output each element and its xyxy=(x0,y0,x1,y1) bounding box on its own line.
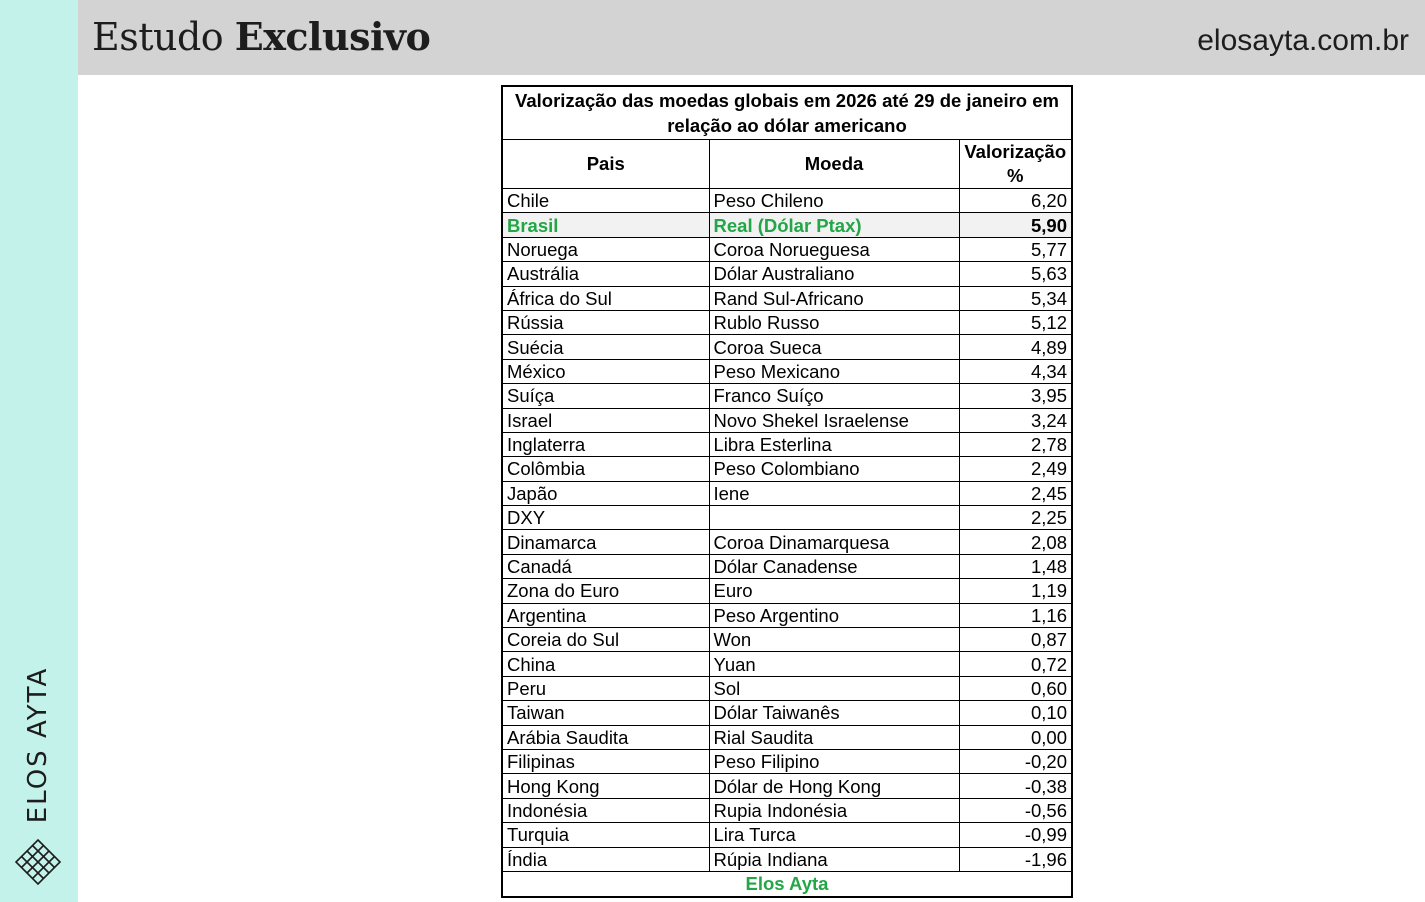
country-cell: Peru xyxy=(502,676,709,700)
currency-cell: Rial Saudita xyxy=(709,725,959,749)
currency-cell: Coroa Dinamarquesa xyxy=(709,530,959,554)
table-row xyxy=(502,408,1072,432)
value-cell: 1,16 xyxy=(959,603,1072,627)
table-row xyxy=(502,749,1072,773)
currency-cell: Rúpia Indiana xyxy=(709,847,959,871)
country-cell: DXY xyxy=(502,506,709,530)
country-cell: Colômbia xyxy=(502,457,709,481)
currency-cell: Yuan xyxy=(709,652,959,676)
value-cell: 2,25 xyxy=(959,506,1072,530)
value-cell: 6,20 xyxy=(959,189,1072,213)
country-cell: Coreia do Sul xyxy=(502,628,709,652)
table-row xyxy=(502,579,1072,603)
value-cell: 1,19 xyxy=(959,579,1072,603)
currency-cell: Won xyxy=(709,628,959,652)
table-row xyxy=(502,310,1072,334)
country-cell: Austrália xyxy=(502,262,709,286)
table-row xyxy=(502,359,1072,383)
table-row xyxy=(502,384,1072,408)
currency-cell: Real (Dólar Ptax) xyxy=(709,213,959,237)
currency-cell: Lira Turca xyxy=(709,823,959,847)
value-cell: 0,60 xyxy=(959,676,1072,700)
currency-cell: Peso Chileno xyxy=(709,189,959,213)
value-cell: 3,95 xyxy=(959,384,1072,408)
table-row xyxy=(502,481,1072,505)
country-cell: Canadá xyxy=(502,554,709,578)
page-title xyxy=(92,14,430,59)
country-cell: Filipinas xyxy=(502,749,709,773)
value-cell: 2,08 xyxy=(959,530,1072,554)
header-bar xyxy=(78,0,1425,75)
country-cell: Argentina xyxy=(502,603,709,627)
table-row xyxy=(502,262,1072,286)
currency-table xyxy=(501,85,1073,898)
country-cell: Dinamarca xyxy=(502,530,709,554)
currency-cell: Libra Esterlina xyxy=(709,432,959,456)
value-cell: -0,56 xyxy=(959,798,1072,822)
value-cell: -0,20 xyxy=(959,749,1072,773)
country-cell: Zona do Euro xyxy=(502,579,709,603)
brand-name: ELOS AYTA xyxy=(23,666,53,824)
value-cell: 3,24 xyxy=(959,408,1072,432)
country-cell: Suíça xyxy=(502,384,709,408)
value-cell: 2,78 xyxy=(959,432,1072,456)
value-cell: 5,90 xyxy=(959,213,1072,237)
value-cell: 0,10 xyxy=(959,701,1072,725)
currency-cell: Peso Mexicano xyxy=(709,359,959,383)
value-cell: 4,34 xyxy=(959,359,1072,383)
country-cell: Israel xyxy=(502,408,709,432)
table-row xyxy=(502,725,1072,749)
value-cell: 0,72 xyxy=(959,652,1072,676)
header-change: Valorização % xyxy=(959,140,1072,189)
elos-ayta-logo-icon xyxy=(14,838,62,886)
table-row xyxy=(502,823,1072,847)
value-cell: 2,49 xyxy=(959,457,1072,481)
sidebar xyxy=(0,0,78,902)
currency-cell: Dólar Australiano xyxy=(709,262,959,286)
currency-cell: Rublo Russo xyxy=(709,310,959,334)
table-row xyxy=(502,457,1072,481)
table-row xyxy=(502,798,1072,822)
value-cell: 5,77 xyxy=(959,237,1072,261)
table-row xyxy=(502,847,1072,871)
country-cell: Chile xyxy=(502,189,709,213)
table-row xyxy=(502,189,1072,213)
country-cell: Suécia xyxy=(502,335,709,359)
header-currency: Moeda xyxy=(709,140,959,189)
table-row xyxy=(502,652,1072,676)
table-row xyxy=(502,286,1072,310)
country-cell: Índia xyxy=(502,847,709,871)
table-row xyxy=(502,530,1072,554)
table-row xyxy=(502,213,1072,237)
table-row xyxy=(502,676,1072,700)
currency-cell: Coroa Sueca xyxy=(709,335,959,359)
country-cell: China xyxy=(502,652,709,676)
country-cell: Japão xyxy=(502,481,709,505)
currency-cell: Dólar Taiwanês xyxy=(709,701,959,725)
table-title: Valorização das moedas globais em 2026 até 29 de janeiro em relação ao dólar americano xyxy=(502,86,1072,140)
table-row xyxy=(502,432,1072,456)
currency-cell: Iene xyxy=(709,481,959,505)
country-cell: África do Sul xyxy=(502,286,709,310)
value-cell: -0,38 xyxy=(959,774,1072,798)
currency-cell: Dólar de Hong Kong xyxy=(709,774,959,798)
table-row xyxy=(502,774,1072,798)
value-cell: 4,89 xyxy=(959,335,1072,359)
value-cell: 5,34 xyxy=(959,286,1072,310)
table-row xyxy=(502,701,1072,725)
value-cell: 0,00 xyxy=(959,725,1072,749)
table-row xyxy=(502,628,1072,652)
country-cell: Rússia xyxy=(502,310,709,334)
country-cell: Taiwan xyxy=(502,701,709,725)
currency-cell: Peso Colombiano xyxy=(709,457,959,481)
table-row xyxy=(502,335,1072,359)
table-footer: Elos Ayta xyxy=(502,871,1072,897)
currency-cell: Sol xyxy=(709,676,959,700)
currency-cell: Peso Filipino xyxy=(709,749,959,773)
value-cell: 5,12 xyxy=(959,310,1072,334)
value-cell: -0,99 xyxy=(959,823,1072,847)
country-cell: Turquia xyxy=(502,823,709,847)
currency-cell xyxy=(709,506,959,530)
country-cell: Hong Kong xyxy=(502,774,709,798)
value-cell: -1,96 xyxy=(959,847,1072,871)
table-row xyxy=(502,506,1072,530)
value-cell: 5,63 xyxy=(959,262,1072,286)
currency-cell: Peso Argentino xyxy=(709,603,959,627)
country-cell: Inglaterra xyxy=(502,432,709,456)
header-country: Pais xyxy=(502,140,709,189)
title-bold: Exclusivo xyxy=(234,14,431,59)
value-cell: 1,48 xyxy=(959,554,1072,578)
country-cell: Noruega xyxy=(502,237,709,261)
table-row xyxy=(502,603,1072,627)
currency-cell: Rupia Indonésia xyxy=(709,798,959,822)
currency-cell: Coroa Norueguesa xyxy=(709,237,959,261)
table-row xyxy=(502,554,1072,578)
value-cell: 0,87 xyxy=(959,628,1072,652)
country-cell: Arábia Saudita xyxy=(502,725,709,749)
site-url: elosayta.com.br xyxy=(1197,24,1409,57)
currency-cell: Novo Shekel Israelense xyxy=(709,408,959,432)
country-cell: Indonésia xyxy=(502,798,709,822)
value-cell: 2,45 xyxy=(959,481,1072,505)
currency-cell: Euro xyxy=(709,579,959,603)
country-cell: Brasil xyxy=(502,213,709,237)
table-row xyxy=(502,237,1072,261)
currency-cell: Rand Sul-Africano xyxy=(709,286,959,310)
country-cell: México xyxy=(502,359,709,383)
title-regular: Estudo xyxy=(92,15,224,59)
currency-cell: Dólar Canadense xyxy=(709,554,959,578)
currency-cell: Franco Suíço xyxy=(709,384,959,408)
